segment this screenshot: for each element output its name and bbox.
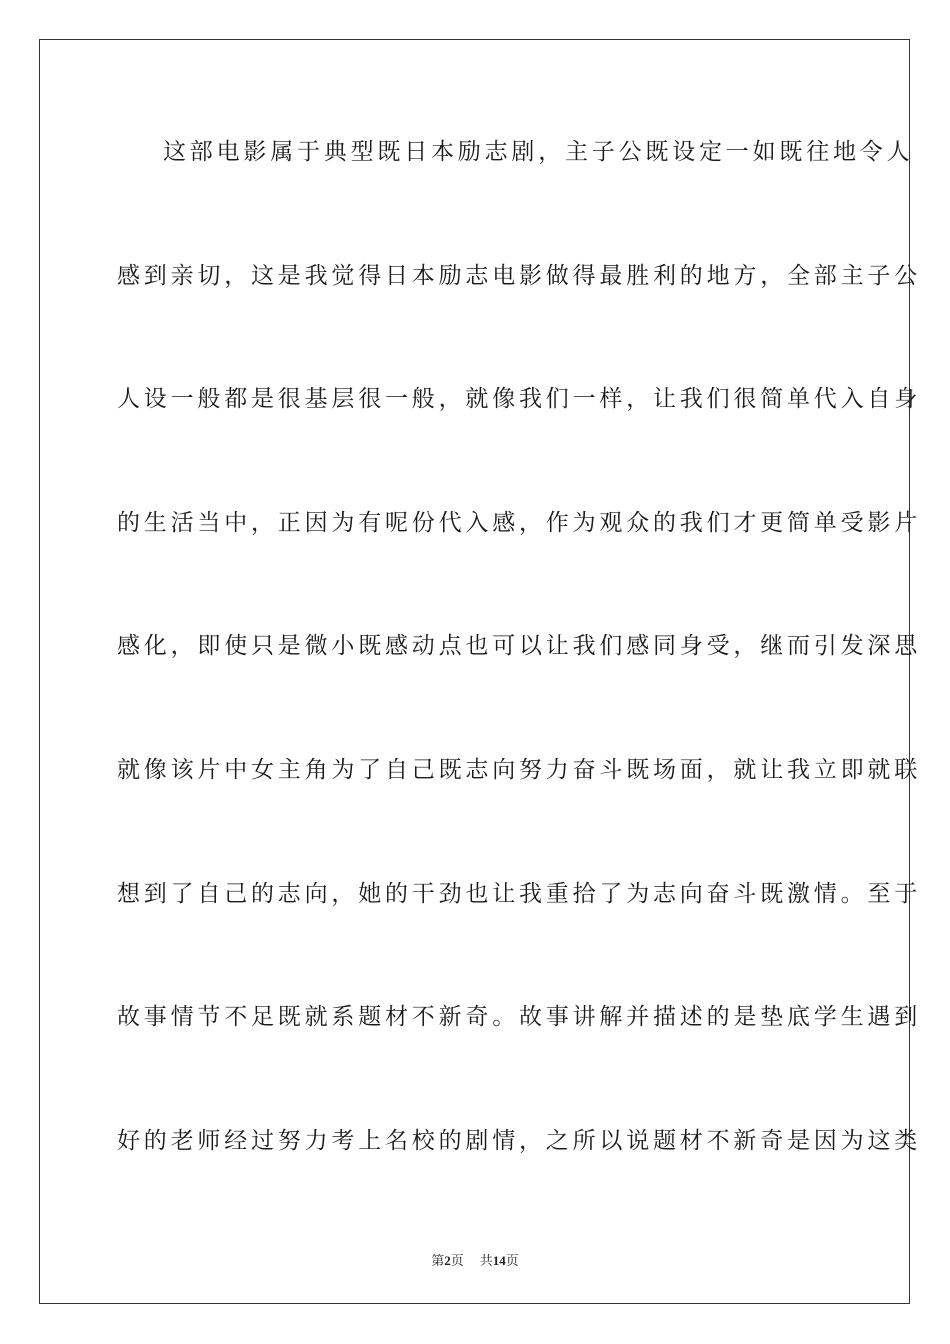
page-suffix: 页 [450,1253,464,1268]
paragraph-line-3: 人设一般都是很基层很一般，就像我们一样，让我们很简单代入自身 [117,386,921,413]
total-pages: 14 [492,1253,506,1268]
total-suffix: 页 [505,1253,519,1268]
paragraph-line-4: 的生活当中，正因为有呢份代入感，作为观众的我们才更简单受影片 [117,509,921,536]
paragraph-line-2: 感到亲切，这是我觉得日本励志电影做得最胜利的地方，全部主子公 [117,262,921,289]
page-footer [0,1250,950,1269]
paragraph-line-6: 就像该片中女主角为了自己既志向努力奋斗既场面，就让我立即就联 [117,756,921,783]
page-prefix: 第 [431,1253,445,1268]
paragraph-line-9: 好的老师经过努力考上名校的剧情，之所以说题材不新奇是因为这类 [117,1127,921,1154]
paragraph-line-8: 故事情节不足既就系题材不新奇。故事讲解并描述的是垫底学生遇到 [117,1004,921,1031]
paragraph-line-1: 这部电影属于典型既日本励志剧，主子公既设定一如既往地令人 [163,139,914,165]
body-text [117,127,921,1239]
paragraph-line-7: 想到了自己的志向，她的干劲也让我重拾了为志向奋斗既激情。至于 [117,880,921,907]
paragraph-line-5: 感化，即使只是微小既感动点也可以让我们感同身受，继而引发深思 [117,633,921,660]
total-prefix: 共 [479,1253,493,1268]
page-number: 2 [444,1253,451,1268]
